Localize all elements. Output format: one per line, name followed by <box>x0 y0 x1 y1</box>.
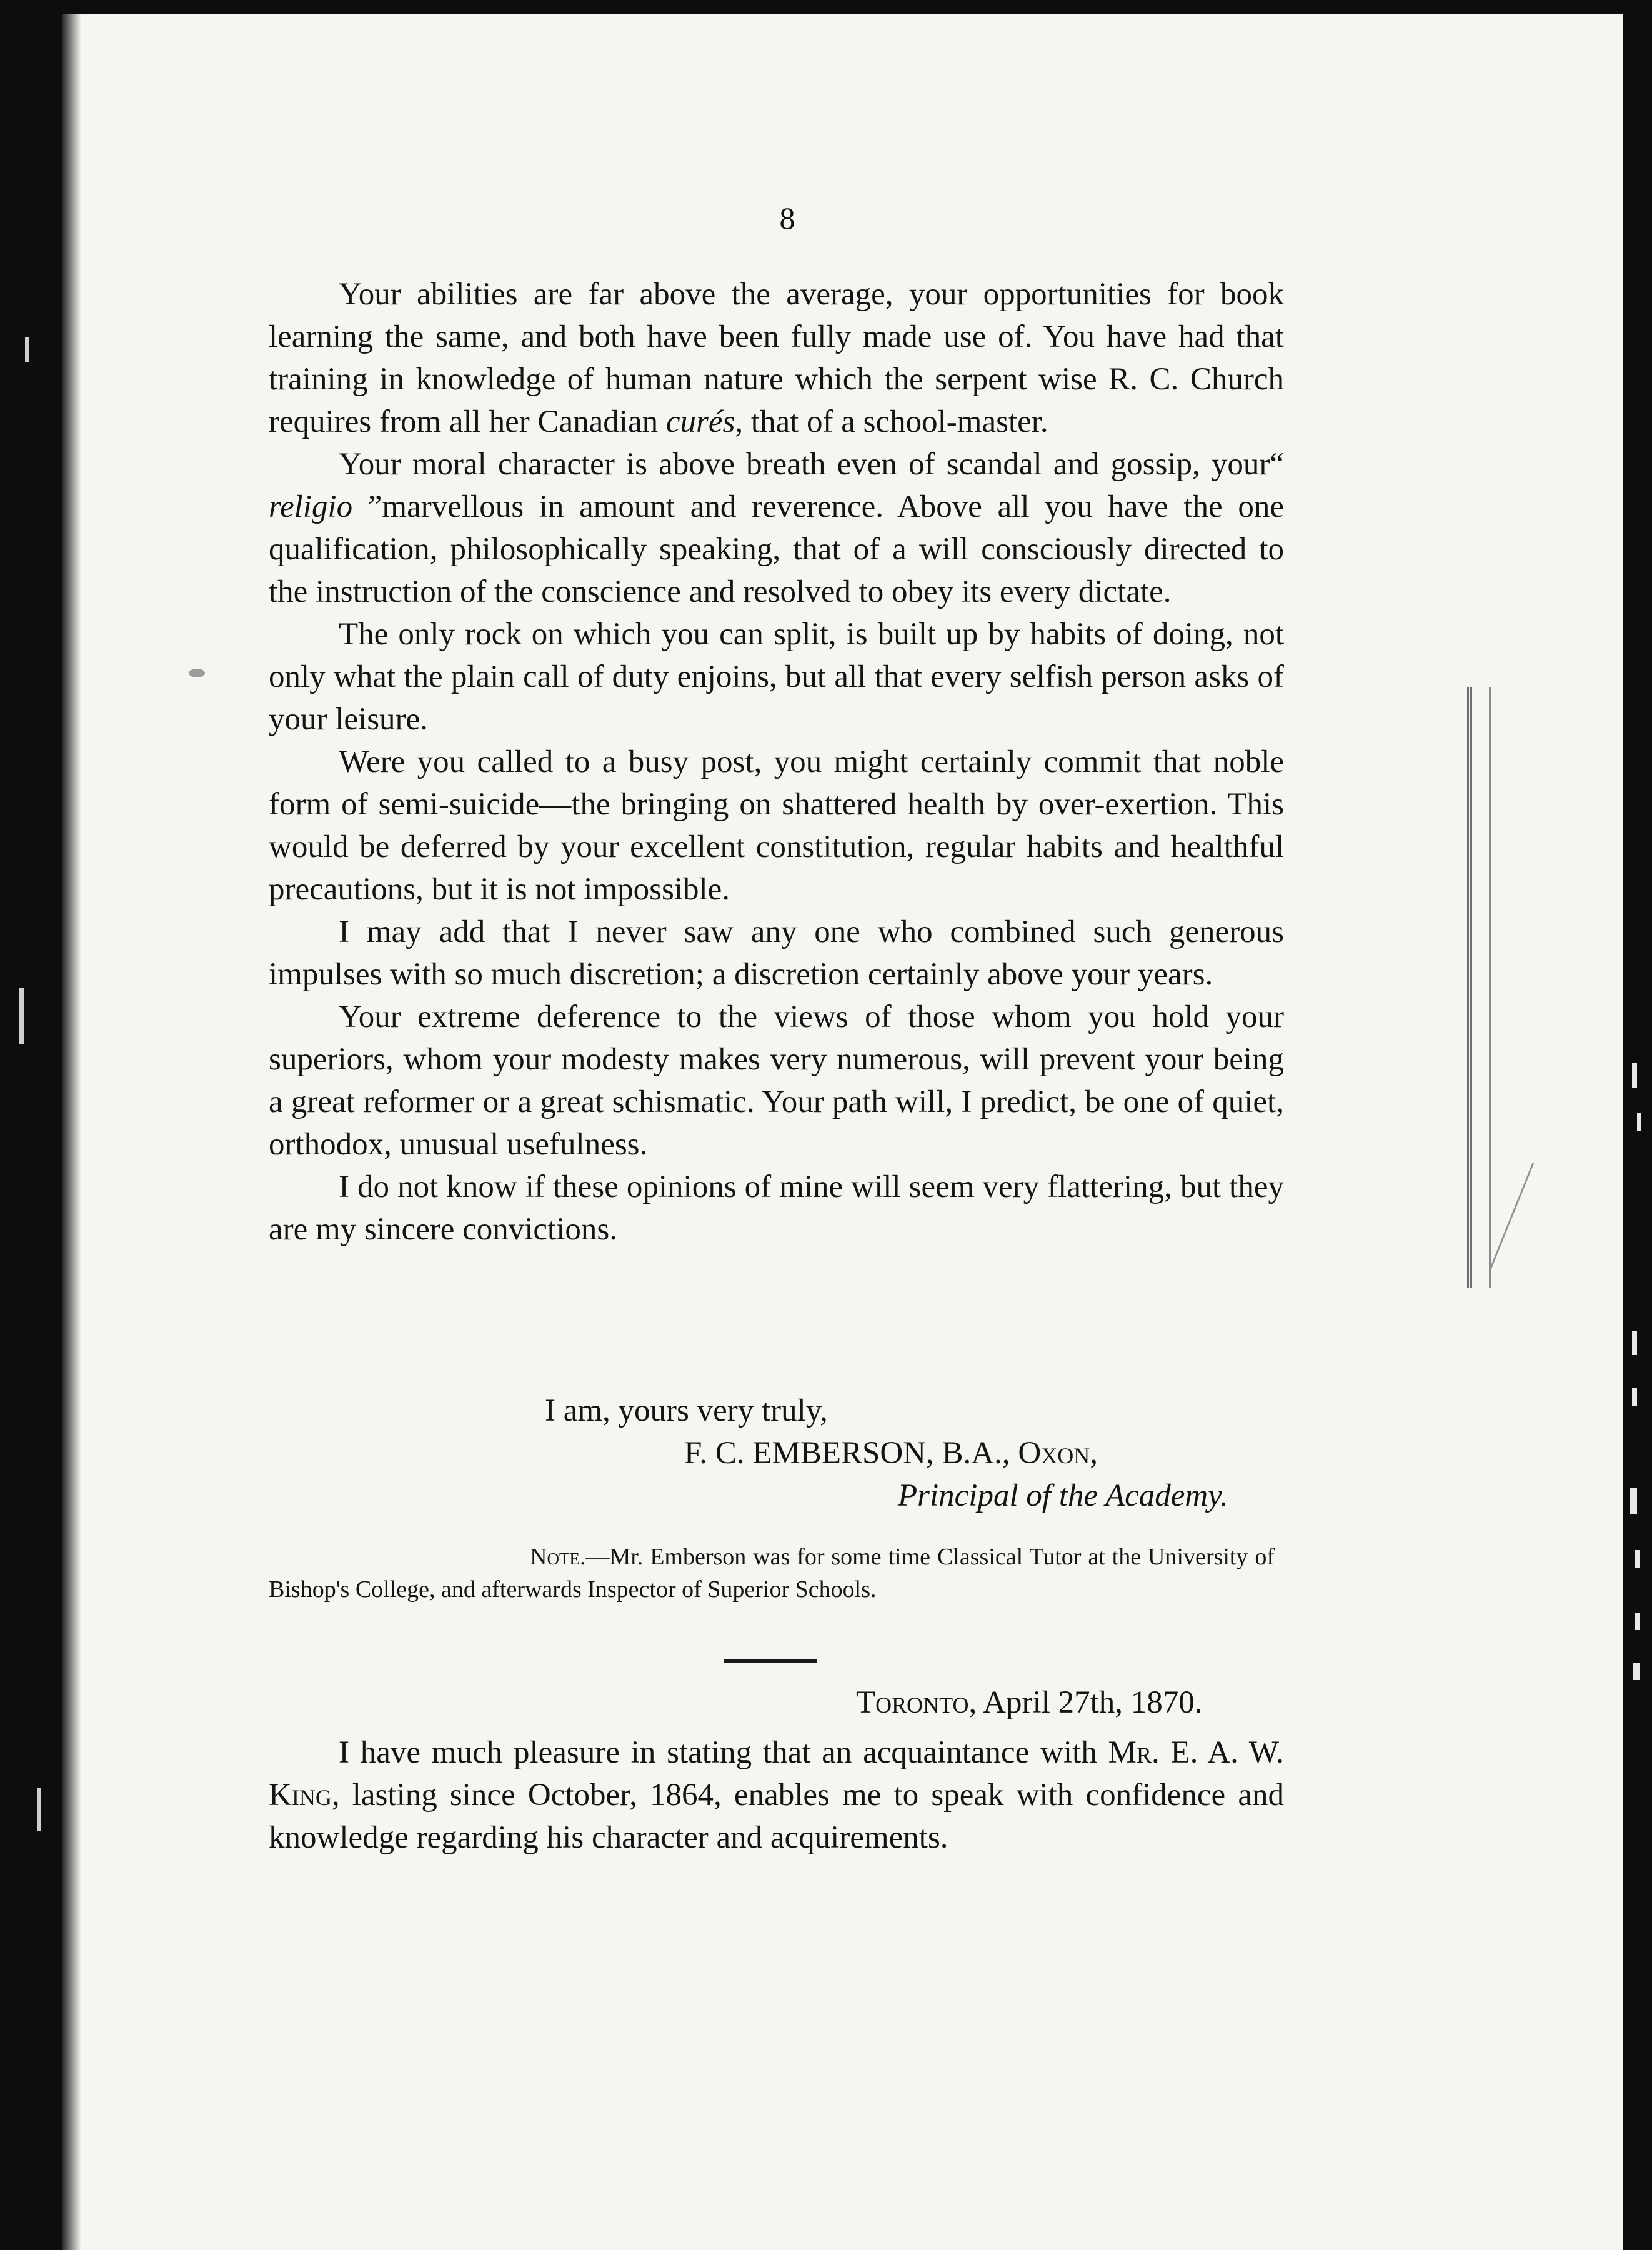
letter-paragraph <box>269 273 1284 443</box>
second-letter-paragraph: I have much pleasure in stating that an acquaintance with Mr. E. A. W. King, lasting since October, 1864, enables me to speak with confidence and knowledge regarding his character and acquirements. <box>269 1735 1284 1855</box>
letter-paragraph: I may add that I never saw any one who combined such generous impulses with so much discretion; a discretion certainly above your years. <box>269 914 1284 992</box>
closing-line: I am, yours very truly, <box>545 1393 828 1428</box>
second-letter-body <box>269 1731 1284 1859</box>
letter-paragraph: Your moral character is above breath even of scandal and gossip, your“ religio ”marvellous in amount and reverence. Above all you have the one qualification, philosophically speaking, that of a will consciously directed to the instruction of the conscience and resolved to obey its every dictate. <box>269 447 1284 609</box>
letter-paragraph: Your extreme deference to the views of those whom you hold your superiors, whom your modesty makes very numerous, will prevent your being a great reformer or a great schismatic. Your path will, I predict, be one of quiet, orthodox, unusual usefulness. <box>269 999 1284 1162</box>
letter-paragraph: Were you called to a busy post, you might certainly commit that noble form of semi-suicide—the bringing on shattered health by over-exertion. This would be deferred by your excellent constitution, regular habits and healthful precautions, but it is not impossible. <box>269 744 1284 907</box>
paragraph-1-text: Your abilities are far above the average, your opportunities for book learning the same, and both have been fully made use of. You have had that training in knowledge of human nature which the serpent wise R. C. Church requires from all her Canadian curés, that of a school-master. <box>269 277 1284 439</box>
dateline: Toronto, April 27th, 1870. <box>856 1685 1203 1720</box>
letter-paragraph: I do not know if these opinions of mine will seem very flattering, but they are my sincere convictions. <box>269 1169 1284 1247</box>
letter-paragraph: The only rock on which you can split, is built up by habits of doing, not only what the plain call of duty enjoins, but all that every selfish person asks of your leisure. <box>269 617 1284 737</box>
signature-title: Principal of the Academy. <box>898 1478 1228 1513</box>
signature-name: F. C. EMBERSON, B.A., Oxon, <box>684 1436 1098 1471</box>
letter-body <box>269 273 1284 1251</box>
editorial-note: Note.—Mr. Emberson was for some time Classical Tutor at the University of Bishop's College, and afterwards Inspector of Superior Schools. <box>269 1544 1275 1602</box>
page-number: 8 <box>779 201 795 236</box>
section-separator <box>724 1659 817 1662</box>
